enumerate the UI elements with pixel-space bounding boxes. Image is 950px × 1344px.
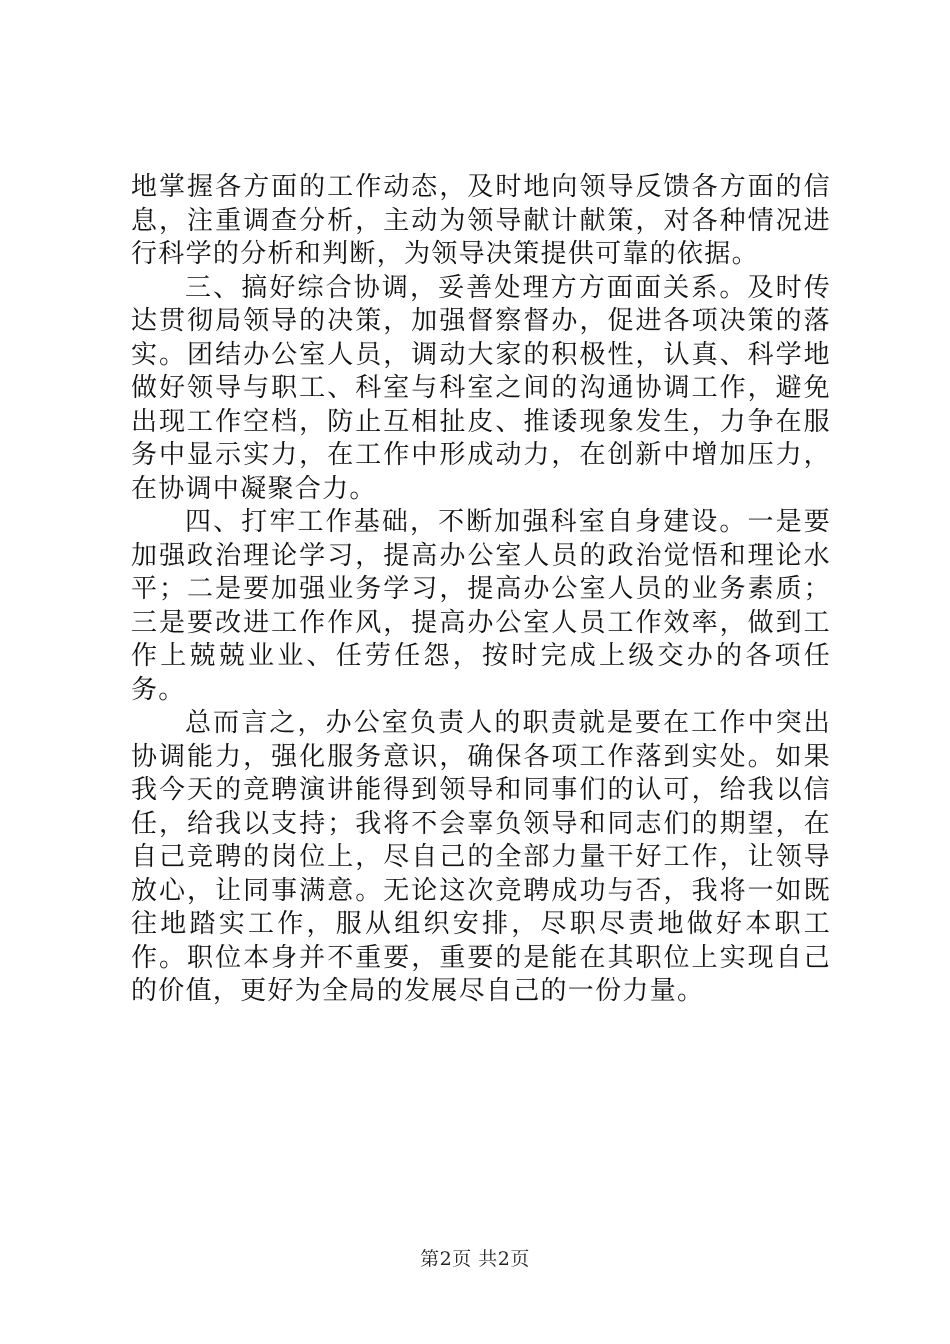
paragraph-1: 地掌握各方面的工作动态，及时地向领导反馈各方面的信息，注重调查分析，主动为领导献计献策，对各种情况进行科学的分析和判断，为领导决策提供可靠的依据。 [131, 172, 831, 269]
page-footer: 第2页 共2页 [420, 1248, 530, 1270]
document-body [131, 171, 831, 1009]
paragraph-4: 总而言之，办公室负责人的职责就是要在工作中突出协调能力，强化服务意识，确保各项工作落到实处。如果我今天的竞聘演讲能得到领导和同事们的认可，给我以信任，给我以支持；我将不会辜负领导和同志们的期望，在自己竞聘的岗位上，尽自己的全部力量干好工作，让领导放心，让同事满意。无论这次竞聘成功与否，我将一如既往地踏实工作，服从组织安排，尽职尽责地做好本职工作。职位本身并不重要，重要的是能在其职位上实现自己的价值，更好为全局的发展尽自己的一份力量。 [131, 708, 831, 1006]
paragraph-2: 三、搞好综合协调，妥善处理方方面面关系。及时传达贯彻局领导的决策，加强督察督办，促进各项决策的落实。团结办公室人员，调动大家的积极性，认真、科学地做好领导与职工、科室与科室之间的沟通协调工作，避免出现工作空档，防止互相扯皮、推诿现象发生，力争在服务中显示实力，在工作中形成动力，在创新中增加压力，在协调中凝聚合力。 [131, 272, 831, 504]
paragraph-3: 四、打牢工作基础，不断加强科室自身建设。一是要加强政治理论学习，提高办公室人员的政治觉悟和理论水平；二是要加强业务学习，提高办公室人员的业务素质；三是要改进工作作风，提高办公室人员工作效率，做到工作上兢兢业业、任劳任怨，按时完成上级交办的各项任务。 [131, 507, 831, 705]
